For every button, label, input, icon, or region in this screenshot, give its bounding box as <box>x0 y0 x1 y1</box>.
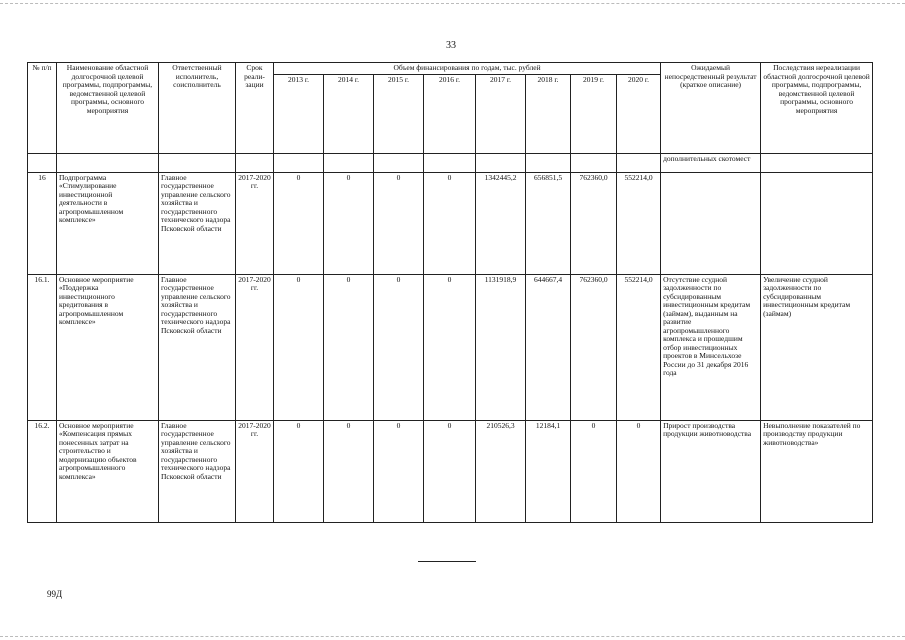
cell-empty <box>28 153 57 172</box>
cell-empty <box>274 153 324 172</box>
cell-consequences: Невыполнение показателей по производству продукции животноводства» <box>761 420 873 522</box>
header-funding: Объем финансирования по годам, тыс. рублей <box>274 63 661 75</box>
cell-value-2013: 0 <box>274 420 324 522</box>
cell-value-2019: 0 <box>571 420 617 522</box>
cell-value-2020: 552214,0 <box>617 172 661 274</box>
table-row <box>28 274 873 420</box>
footer-separator-line <box>418 561 476 562</box>
cell-value-2015: 0 <box>374 274 424 420</box>
cell-value-2019: 762360,0 <box>571 274 617 420</box>
cell-name: Основное мероприятие «Компенсация прямых понесенных затрат на строительство и модернизацию объектов агропромышленного комплекса» <box>57 420 159 522</box>
cell-consequences: Увеличение ссудной задолженности по субсидированным инвестиционным кредитам (займам) <box>761 274 873 420</box>
table-row <box>28 420 873 522</box>
cell-empty <box>526 153 571 172</box>
cell-value-2020: 0 <box>617 420 661 522</box>
cell-value-2013: 0 <box>274 172 324 274</box>
header-year: 2015 г. <box>374 74 424 153</box>
cell-empty <box>374 153 424 172</box>
header-responsible: Ответственный исполнитель, соисполнитель <box>159 63 236 154</box>
cell-empty <box>57 153 159 172</box>
cell-empty <box>324 153 374 172</box>
header-year: 2020 г. <box>617 74 661 153</box>
header-year: 2019 г. <box>571 74 617 153</box>
cell-responsible: Главное государственное управление сельского хозяйства и государственного технического надзора Псковской области <box>159 420 236 522</box>
cell-value-2019: 762360,0 <box>571 172 617 274</box>
financing-table <box>27 62 873 523</box>
cell-result-continued: дополнительных скотомест <box>661 153 761 172</box>
cell-empty <box>476 153 526 172</box>
header-year: 2014 г. <box>324 74 374 153</box>
cell-value-2014: 0 <box>324 274 374 420</box>
table-row-continuation <box>28 153 873 172</box>
header-consequences: Последствия нереализации областной долгосрочной целевой программы, подпрограммы, ведомственной целевой программы, основного мероприятия <box>761 63 873 154</box>
header-num: № п/п <box>28 63 57 154</box>
cell-value-2017: 1342445,2 <box>476 172 526 274</box>
header-year: 2017 г. <box>476 74 526 153</box>
cell-value-2017: 1131918,9 <box>476 274 526 420</box>
header-year: 2018 г. <box>526 74 571 153</box>
cell-value-2015: 0 <box>374 420 424 522</box>
cell-result: Прирост производства продукции животноводства <box>661 420 761 522</box>
header-result: Ожидаемый непосредственный результат (краткое описание) <box>661 63 761 154</box>
cell-num: 16 <box>28 172 57 274</box>
cell-responsible: Главное государственное управление сельского хозяйства и государственного технического надзора Псковской области <box>159 172 236 274</box>
cell-value-2015: 0 <box>374 172 424 274</box>
cell-empty <box>159 153 236 172</box>
cell-result <box>661 172 761 274</box>
cell-value-2018: 656851,5 <box>526 172 571 274</box>
cell-name: Подпрограмма «Стимулирование инвестиционной деятельности в агропромышленном комплексе» <box>57 172 159 274</box>
cell-term: 2017-2020 гг. <box>236 172 274 274</box>
cell-value-2020: 552214,0 <box>617 274 661 420</box>
cell-value-2018: 644667,4 <box>526 274 571 420</box>
cell-value-2018: 12184,1 <box>526 420 571 522</box>
cell-value-2016: 0 <box>424 274 476 420</box>
cell-empty <box>617 153 661 172</box>
cell-num: 16.2. <box>28 420 57 522</box>
table-row <box>28 172 873 274</box>
cell-consequences <box>761 172 873 274</box>
header-year: 2016 г. <box>424 74 476 153</box>
cell-empty <box>424 153 476 172</box>
cell-empty <box>236 153 274 172</box>
footer-code: 99Д <box>47 589 63 599</box>
cell-value-2013: 0 <box>274 274 324 420</box>
header-row-1 <box>28 63 873 75</box>
cell-num: 16.1. <box>28 274 57 420</box>
cell-empty <box>571 153 617 172</box>
page-number: 33 <box>446 40 456 51</box>
cell-value-2017: 210526,3 <box>476 420 526 522</box>
header-term: Срок реали- зации <box>236 63 274 154</box>
cell-term: 2017-2020 гг. <box>236 274 274 420</box>
cell-responsible: Главное государственное управление сельского хозяйства и государственного технического надзора Псковской области <box>159 274 236 420</box>
cell-value-2016: 0 <box>424 420 476 522</box>
header-name: Наименование областной долгосрочной целевой программы, подпрограммы, ведомственной целевой программы, основного мероприятия <box>57 63 159 154</box>
cell-value-2014: 0 <box>324 172 374 274</box>
cell-result: Отсутствие ссудной задолженности по субсидированным инвестиционным кредитам (займам), выданным на развитие агропромышленного комплекса и прошедшим отбор инвестиционных проектов в Минсельхозе России до 31 декабря 2016 года <box>661 274 761 420</box>
cell-value-2014: 0 <box>324 420 374 522</box>
header-year: 2013 г. <box>274 74 324 153</box>
cell-term: 2017-2020 гг. <box>236 420 274 522</box>
scan-edge-top <box>0 3 905 4</box>
cell-value-2016: 0 <box>424 172 476 274</box>
cell-name: Основное мероприятие «Поддержка инвестиционного кредитования в агропромышленном комплексе» <box>57 274 159 420</box>
scan-edge-bottom <box>0 636 905 637</box>
cell-empty <box>761 153 873 172</box>
